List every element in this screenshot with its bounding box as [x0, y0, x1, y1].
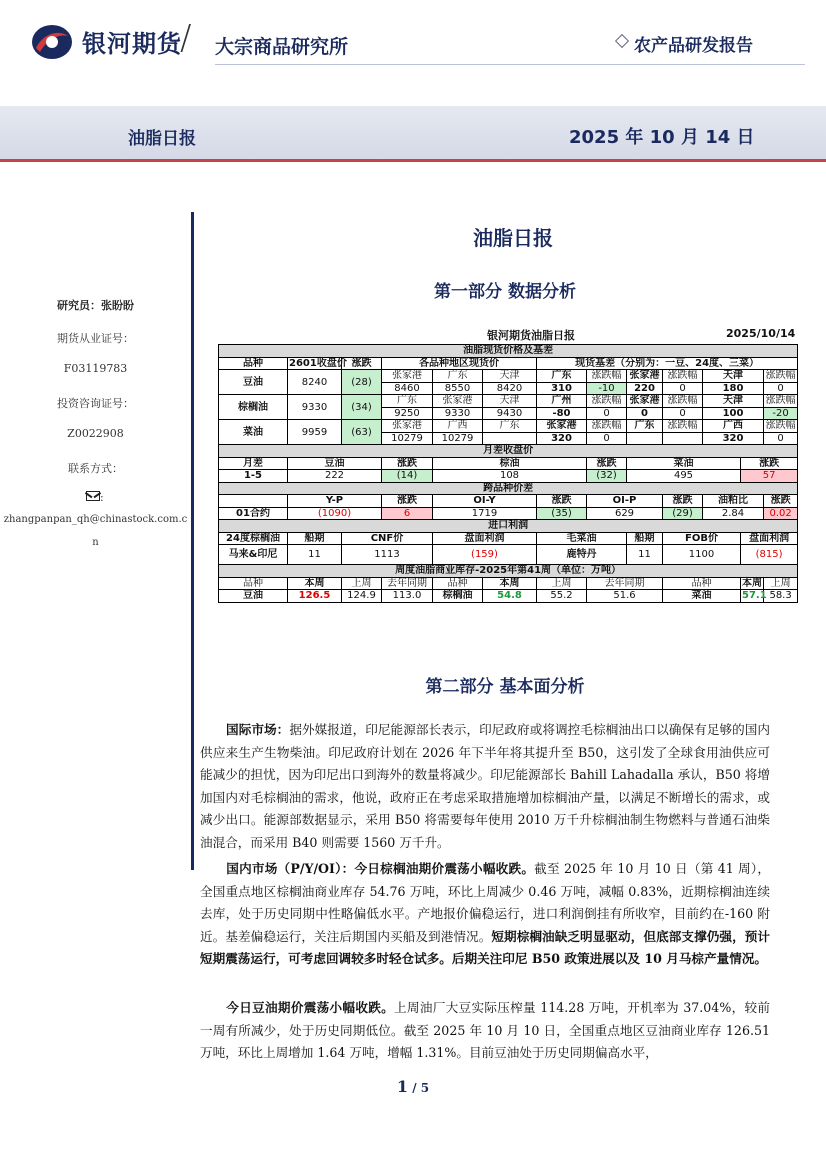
table-cell: 广州 [537, 395, 587, 408]
table-cell: 涨跌幅 [663, 395, 703, 408]
sidebar-divider [191, 212, 194, 870]
table-cell: 6 [382, 507, 433, 520]
row-soy-name: 豆油 [219, 370, 288, 395]
table-cell: (32) [587, 470, 627, 483]
table-cell: 55.2 [537, 590, 587, 603]
table-cell [663, 432, 703, 445]
table-cell: 0 [764, 382, 798, 395]
table-cell [627, 432, 663, 445]
table-cell: 油粕比 [703, 495, 764, 508]
table-cell: OI-P [587, 495, 663, 508]
table-cell: 广东 [627, 420, 663, 433]
table-cell: 张家港 [382, 370, 433, 383]
consult-number: Z0022908 [67, 427, 124, 440]
table-cell: 0 [663, 382, 703, 395]
paragraph-international-body: 据外媒报道，印尼能源部长表示，印尼政府或将调控毛棕榈油出口以确保有足够的国内供应来生产生物柴油。印尼政府计划在 2026 年下半年将其提升至 B50，这引发了全球食用油供应可能减少的担忧，因为印尼出口到海外的数量将减少。印尼能源部长 Bahill Lahadalla 承认，B50 将增加国内对毛棕榈油的需求，他说，政府正在考虑采取措施增加棕榈油产量，以满足不断增长的需求，或减少出口。能源部数据显示，采用 B50 将需要每年使用 2010 万千升棕榈油制生物燃料与普通石油柴油混合，而采用 B40 则需要 1560 万千升。 [200, 722, 771, 850]
section-title-part1: 第一部分 数据分析 [434, 282, 576, 302]
table-cell: 51.6 [587, 590, 663, 603]
table-cell: (34) [342, 395, 382, 420]
table-cell: 113.0 [382, 590, 433, 603]
company-name: 银河期货 [82, 30, 182, 58]
table-cell: 上周 [764, 577, 798, 590]
table-cell: 棕油 [433, 457, 587, 470]
table-cell: 涨跌 [342, 357, 382, 370]
table-cell: 0.02 [764, 507, 798, 520]
table-cell: (14) [382, 470, 433, 483]
table-cell: 2601收盘价 [289, 357, 347, 369]
table-cell: 本周 [742, 577, 762, 589]
page-title: 油脂日报 [473, 226, 553, 250]
galaxy-logo-icon [30, 22, 74, 62]
table-cell: 船期 [288, 532, 342, 545]
table-cell: 张家港 [433, 395, 483, 408]
table-cell: (63) [342, 420, 382, 445]
table-cell: 0 [764, 432, 798, 445]
band-title: 油脂日报 [128, 129, 196, 149]
table-cell: 9330 [288, 395, 342, 420]
table-cell: 广东 [483, 420, 537, 433]
table-cell: 张家港 [382, 420, 433, 433]
table-cell: 0 [587, 407, 627, 420]
table-cell: 涨跌幅 [587, 370, 627, 383]
paragraph-domestic-body: 截至 2025 年 10 月 10 日（第 41 周），全国重点地区棕榈油商业库存 54.76 万吨，环比上周减少 0.46 万吨，减幅 0.83%，近期棕榈油连续去库，处于历史同期中性略偏低水平。产地报价偏稳运行，进口利润倒挂有所收窄，目前约在-160 附近。基差偏稳运行，关注后期国内买船及到港情况。 [200, 861, 770, 944]
table-cell: (1090) [288, 507, 382, 520]
table-cell: 菜油 [627, 457, 741, 470]
table-cell: 320 [537, 432, 587, 445]
table-cell: 去年同期 [587, 577, 663, 590]
table-cell: 涨跌幅 [663, 370, 703, 383]
table-cell: 180 [703, 382, 764, 395]
table-cell: 24度棕榈油 [219, 532, 288, 545]
table-cell: 张家港 [627, 370, 663, 383]
cert-label: 期货从业证号： [57, 332, 134, 345]
table-cell: 去年同期 [382, 577, 433, 590]
mail-icon [86, 491, 100, 501]
table-cell: 8550 [433, 382, 483, 395]
table-cell: 品种 [219, 357, 288, 370]
table-date: 2025/10/14 [726, 327, 796, 340]
table-cell: 1719 [433, 507, 537, 520]
table-cell: 涨跌幅 [764, 420, 798, 433]
paragraph-international-lead: 国际市场： [226, 722, 290, 737]
table-cell: 1113 [342, 545, 433, 565]
table-cell: 10279 [433, 432, 483, 445]
table-cell: 495 [627, 470, 741, 483]
table-cell: 上周 [342, 577, 382, 590]
table-cell: 马来&印尼 [219, 545, 288, 565]
table-cell: 0 [663, 407, 703, 420]
section-import: 进口利润 [219, 520, 798, 533]
table-cell: (159) [433, 545, 537, 565]
table-cell: 320 [703, 432, 764, 445]
table-cell: 100 [703, 407, 764, 420]
table-cell: 本周 [483, 577, 537, 590]
table-cell: 2.84 [703, 507, 764, 520]
section-spread: 月差收盘价 [219, 445, 798, 458]
paragraph-soy-body: 上周油厂大豆实际压榨量 114.28 万吨，开机率为 37.04%，较前一周有所减少，处于历史同期低位。截至 2025 年 10 月 10 日，全国重点地区豆油商业库存 126.51 万吨，环比上周增加 1.64 万吨，增幅 1.31%。目前豆油处于历史同期偏高水平， [200, 1000, 770, 1060]
table-cell: OI-Y [433, 495, 537, 508]
table-cell: 各品种地区现货价 [382, 357, 537, 370]
table-cell: 124.9 [342, 590, 382, 603]
diamond-icon [615, 34, 629, 48]
page-number: 1 / 5 [396, 1077, 430, 1096]
section-cross: 跨品种价差 [219, 482, 798, 495]
table-cell: 108 [433, 470, 587, 483]
table-cell: 涨跌 [741, 457, 798, 470]
table-cell: 天津 [703, 370, 764, 383]
table-cell: 豆油 [288, 457, 382, 470]
table-cell: 鹿特丹 [537, 545, 627, 565]
table-cell: 盘面利润 [741, 532, 798, 545]
table-cell: 广东 [433, 370, 483, 383]
table-cell: 9959 [288, 420, 342, 445]
table-cell: 广东 [537, 370, 587, 383]
institute-name: 大宗商品研究所 [215, 36, 349, 58]
table-cell: 涨跌幅 [587, 420, 627, 433]
email-line-2[interactable]: n [92, 537, 99, 548]
email-line-1[interactable]: zhangpanpan_qh@chinastock.com.c [3, 514, 188, 525]
table-cell: 220 [627, 382, 663, 395]
table-cell: 船期 [627, 532, 663, 545]
table-cell: (35) [537, 507, 587, 520]
table-cell: 涨跌幅 [764, 395, 798, 408]
table-cell: 9430 [483, 407, 537, 420]
row-rape-name: 菜油 [219, 420, 288, 445]
table-cell: 0 [627, 407, 663, 420]
table-cell: 222 [288, 470, 382, 483]
header-divider: / [180, 18, 192, 58]
table-cell: 现货基差（分别为：一豆、24度、三菜） [537, 357, 798, 370]
table-cell: 涨跌 [382, 457, 433, 470]
table-cell: 126.5 [288, 590, 342, 603]
report-header [0, 0, 826, 88]
cert-number: F03119783 [63, 362, 128, 375]
table-cell [483, 432, 537, 445]
table-cell: 涨跌 [537, 495, 587, 508]
header-rule [215, 64, 805, 65]
table-cell: 54.8 [483, 590, 537, 603]
section-spot: 油脂现货价格及基差 [219, 345, 798, 358]
contact-label: 联系方式： [68, 462, 123, 475]
table-cell: 广东 [382, 395, 433, 408]
table-cell: 涨跌幅 [587, 395, 627, 408]
table-cell: FOB价 [663, 532, 741, 545]
paragraph-domestic-lead: 国内市场（P/Y/OI）：今日棕榈油期价震荡小幅收跌。 [226, 861, 535, 876]
paragraph-domestic [200, 858, 770, 971]
table-cell: 11 [288, 545, 342, 565]
table-cell: 0 [587, 432, 627, 445]
table-cell: 58.3 [764, 590, 798, 603]
table-cell: 张家港 [627, 395, 663, 408]
page-total: 5 [420, 1081, 430, 1095]
table-cell: 天津 [483, 370, 537, 383]
table-cell: 月差 [219, 457, 288, 470]
researcher-name: 研究员：张盼盼 [57, 299, 134, 312]
paragraph-domestic-conclusion: 短期棕榈油缺乏明显驱动，但底部支撑仍强，预计短期震荡运行，可考虑回调较多时轻仓试多。后期关注印尼 B50 政策进展以及 10 月马棕产量情况。 [200, 928, 771, 966]
table-cell: 天津 [703, 395, 764, 408]
table-cell: (28) [342, 370, 382, 395]
table-cell: (29) [663, 507, 703, 520]
table-cell: 9250 [382, 407, 433, 420]
table-cell: 涨跌幅 [764, 370, 798, 383]
table-cell: 广西 [433, 420, 483, 433]
table-cell: -20 [764, 407, 798, 420]
table-cell: 8420 [483, 382, 537, 395]
table-title: 银河期货油脂日报 [487, 329, 575, 342]
table-cell: 天津 [483, 395, 537, 408]
table-cell: 8460 [382, 382, 433, 395]
table-cell: 菜油 [663, 590, 741, 603]
consult-label: 投资咨询证号： [57, 397, 134, 410]
section-title-part2: 第二部分 基本面分析 [425, 677, 585, 697]
table-cell: 品种 [433, 577, 483, 590]
table-cell: 本周 [288, 577, 342, 590]
table-cell: (815) [741, 545, 798, 565]
table-cell: CNF价 [342, 532, 433, 545]
table-cell: 涨跌 [382, 495, 433, 508]
table-cell: 涨跌 [663, 495, 703, 508]
table-cell: 1-5 [219, 470, 288, 483]
table-cell: 上周 [537, 577, 587, 590]
table-cell: 广西 [703, 420, 764, 433]
report-type: 农产品研发报告 [634, 36, 753, 56]
table-cell: 张家港 [537, 420, 587, 433]
table-cell: 涨跌 [764, 495, 798, 508]
table-cell: 1100 [663, 545, 741, 565]
table-cell: 11 [627, 545, 663, 565]
page-current: 1 [396, 1077, 409, 1096]
table-cell: -80 [537, 407, 587, 420]
row-palm-name: 棕榈油 [219, 395, 288, 420]
oil-data-table [218, 344, 798, 603]
table-cell: 涨跌 [587, 457, 627, 470]
table-cell: 品种 [219, 577, 288, 590]
table-cell: 品种 [663, 577, 741, 590]
paragraph-international [200, 719, 770, 854]
table-cell: 10279 [382, 432, 433, 445]
table-cell: 310 [537, 382, 587, 395]
table-cell: 57.1 [742, 590, 767, 602]
table-cell: 629 [587, 507, 663, 520]
table-cell: 01合约 [219, 507, 288, 520]
table-cell: -10 [587, 382, 627, 395]
table-cell [219, 495, 288, 508]
table-cell: 棕榈油 [433, 590, 483, 603]
table-cell: 涨跌幅 [663, 420, 703, 433]
table-cell: 毛菜油 [537, 532, 627, 545]
table-cell: 8240 [288, 370, 342, 395]
table-cell: 57 [741, 470, 798, 483]
paragraph-soy [200, 997, 770, 1065]
table-cell: 盘面利润 [433, 532, 537, 545]
table-cell: 9330 [433, 407, 483, 420]
table-cell: Y-P [288, 495, 382, 508]
paragraph-soy-lead: 今日豆油期价震荡小幅收跌。 [226, 1000, 395, 1015]
band-date: 2025 年 10 月 14 日 [569, 127, 755, 148]
section-stock: 周度油脂商业库存-2025年第41周（单位：万吨） [219, 565, 798, 578]
table-cell: 豆油 [219, 590, 288, 603]
